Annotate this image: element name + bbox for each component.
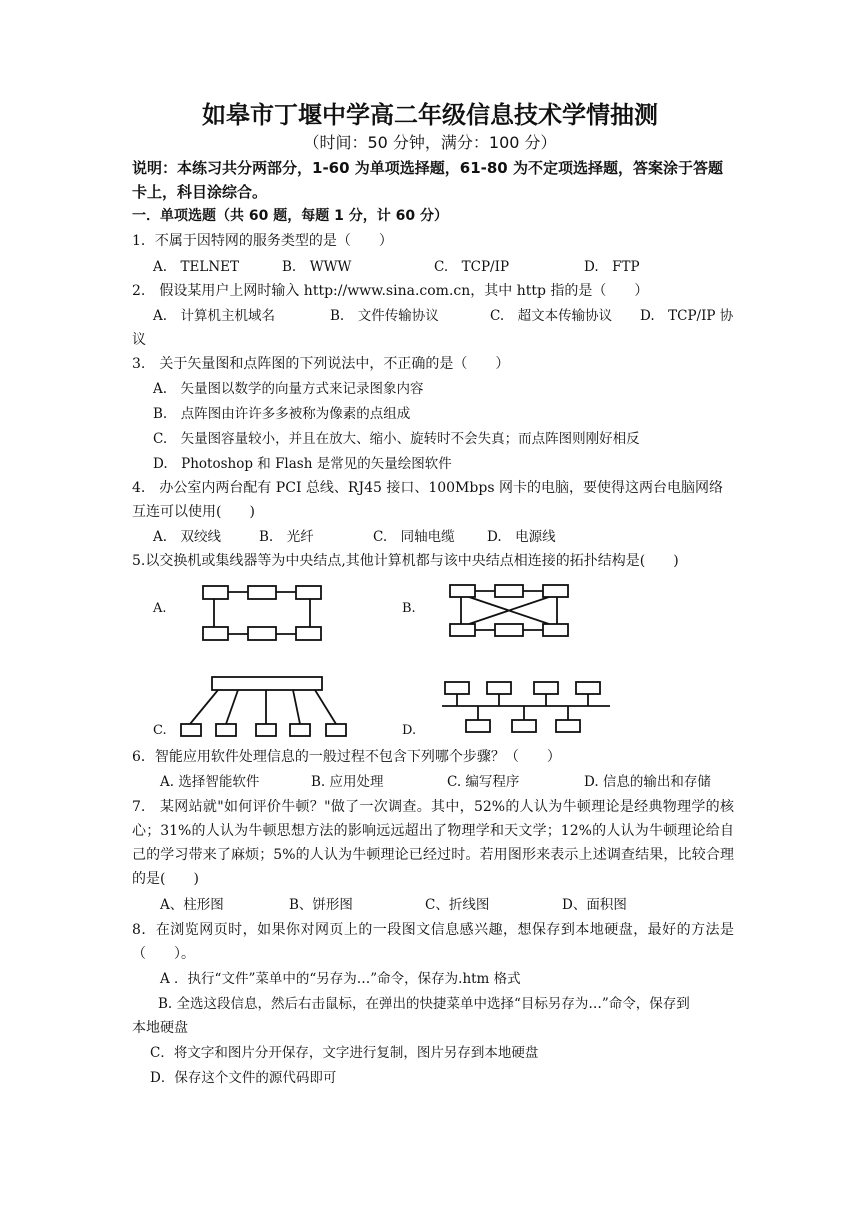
q4-option-b: B. 光纤 [259,529,314,545]
q4-option-d: D. 电源线 [487,529,556,545]
q5-label-b: B. [402,601,416,616]
q2-option-c: C. 超文本传输协议 [490,308,613,324]
q1-stem: 1．不属于因特网的服务类型的是（ ） [132,233,393,249]
q1-option-c: C. TCP/IP [434,259,510,275]
q5-stem: 5.以交换机或集线器等为中央结点,其他计算机都与该中央结点相连接的拓扑结构是( ) [132,553,679,569]
q5-label-c: C. [153,723,167,738]
q3-stem: 3. 关于矢量图和点阵图的下列说法中，不正确的是（ ） [132,356,510,372]
section-heading: 一．单项选题（共 60 题，每题 1 分，计 60 分） [132,208,448,224]
q4-stem-line2: 互连可以使用( ) [132,504,255,520]
q6-option-a: A. 选择智能软件 [160,774,260,790]
q5-label-a: A. [153,601,167,616]
q1-option-a: A. TELNET [153,259,240,275]
ring-topology-diagram [200,580,324,644]
q8-option-c: C．将文字和图片分开保存，文字进行复制，图片另存到本地硬盘 [150,1045,539,1061]
q3-option-b: B. 点阵图由许许多多被称为像素的点组成 [153,406,411,422]
q3-option-a: A. 矢量图以数学的向量方式来记录图象内容 [153,381,424,397]
q4-option-a: A. 双绞线 [153,529,222,545]
instructions-note: 说明：本练习共分两部分，1-60 为单项选择题，61-80 为不定项选择题，答案涂于答题卡上，科目涂综合。 [132,159,723,201]
q8-option-b-line1: B. 全选这段信息，然后右击鼠标，在弹出的快捷菜单中选择“目标另存为…”命令，保存到 [158,996,690,1012]
q2-option-b: B. 文件传输协议 [330,308,439,324]
q2-wrap: 议 [132,332,146,348]
star-topology-diagram [178,672,356,740]
q8-option-b-line2: 本地硬盘 [132,1020,188,1036]
q8-stem: 8．在浏览网页时，如果你对网页上的一段图文信息感兴趣，想保存到本地硬盘，最好的方法是（ ）。 [132,922,734,962]
q8-option-a: A ．执行“文件”菜单中的“另存为…”命令，保存为.htm 格式 [160,971,521,987]
q7-option-a: A、柱形图 [160,897,224,913]
q5-label-d: D. [402,723,417,738]
q7-option-b: B、饼形图 [289,897,353,913]
q2-stem: 2. 假设某用户上网时输入 http://www.sina.com.cn，其中 http 指的是（ ） [132,283,649,299]
page-subtitle: （时间：50 分钟，满分：100 分） [303,133,557,152]
mesh-topology-diagram [447,580,571,642]
q7-stem: 7. 某网站就"如何评价牛顿？"做了一次调查。其中，52%的人认为牛顿理论是经典物理学的核心；31%的人认为牛顿思想方法的影响远远超出了物理学和天文学；12%的人认为牛顿理论给自己的学习带来了麻烦；5%的人认为牛顿理论已经过时。若用图形来表示上述调查结果，比较合理的是( ) [132,799,734,887]
q3-option-d: D. Photoshop 和 Flash 是常见的矢量绘图软件 [153,456,452,472]
q4-option-c: C. 同轴电缆 [373,529,455,545]
q4-stem-line1: 4. 办公室内两台配有 PCI 总线、RJ45 接口、100Mbps 网卡的电脑，要使得这两台电脑网络 [132,480,723,496]
q1-option-d: D. FTP [584,259,640,275]
q6-option-b: B. 应用处理 [311,774,384,790]
q7-option-d: D、面积图 [562,897,627,913]
page-title: 如皋市丁堰中学高二年级信息技术学情抽测 [202,101,658,129]
q8-option-d: D．保存这个文件的源代码即可 [150,1070,337,1086]
q7-option-c: C、折线图 [425,897,490,913]
q2-option-d: D. TCP/IP 协 [640,308,734,324]
bus-topology-diagram [440,678,612,738]
q3-option-c: C. 矢量图容量较小，并且在放大、缩小、旋转时不会失真；而点阵图则刚好相反 [153,431,640,447]
q6-option-d: D. 信息的输出和存储 [584,774,711,790]
q2-option-a: A. 计算机主机域名 [153,308,276,324]
q1-option-b: B. WWW [282,259,352,275]
q6-stem: 6．智能应用软件处理信息的一般过程不包含下列哪个步骤？（ ） [132,749,561,765]
q6-option-c: C. 编写程序 [447,774,520,790]
